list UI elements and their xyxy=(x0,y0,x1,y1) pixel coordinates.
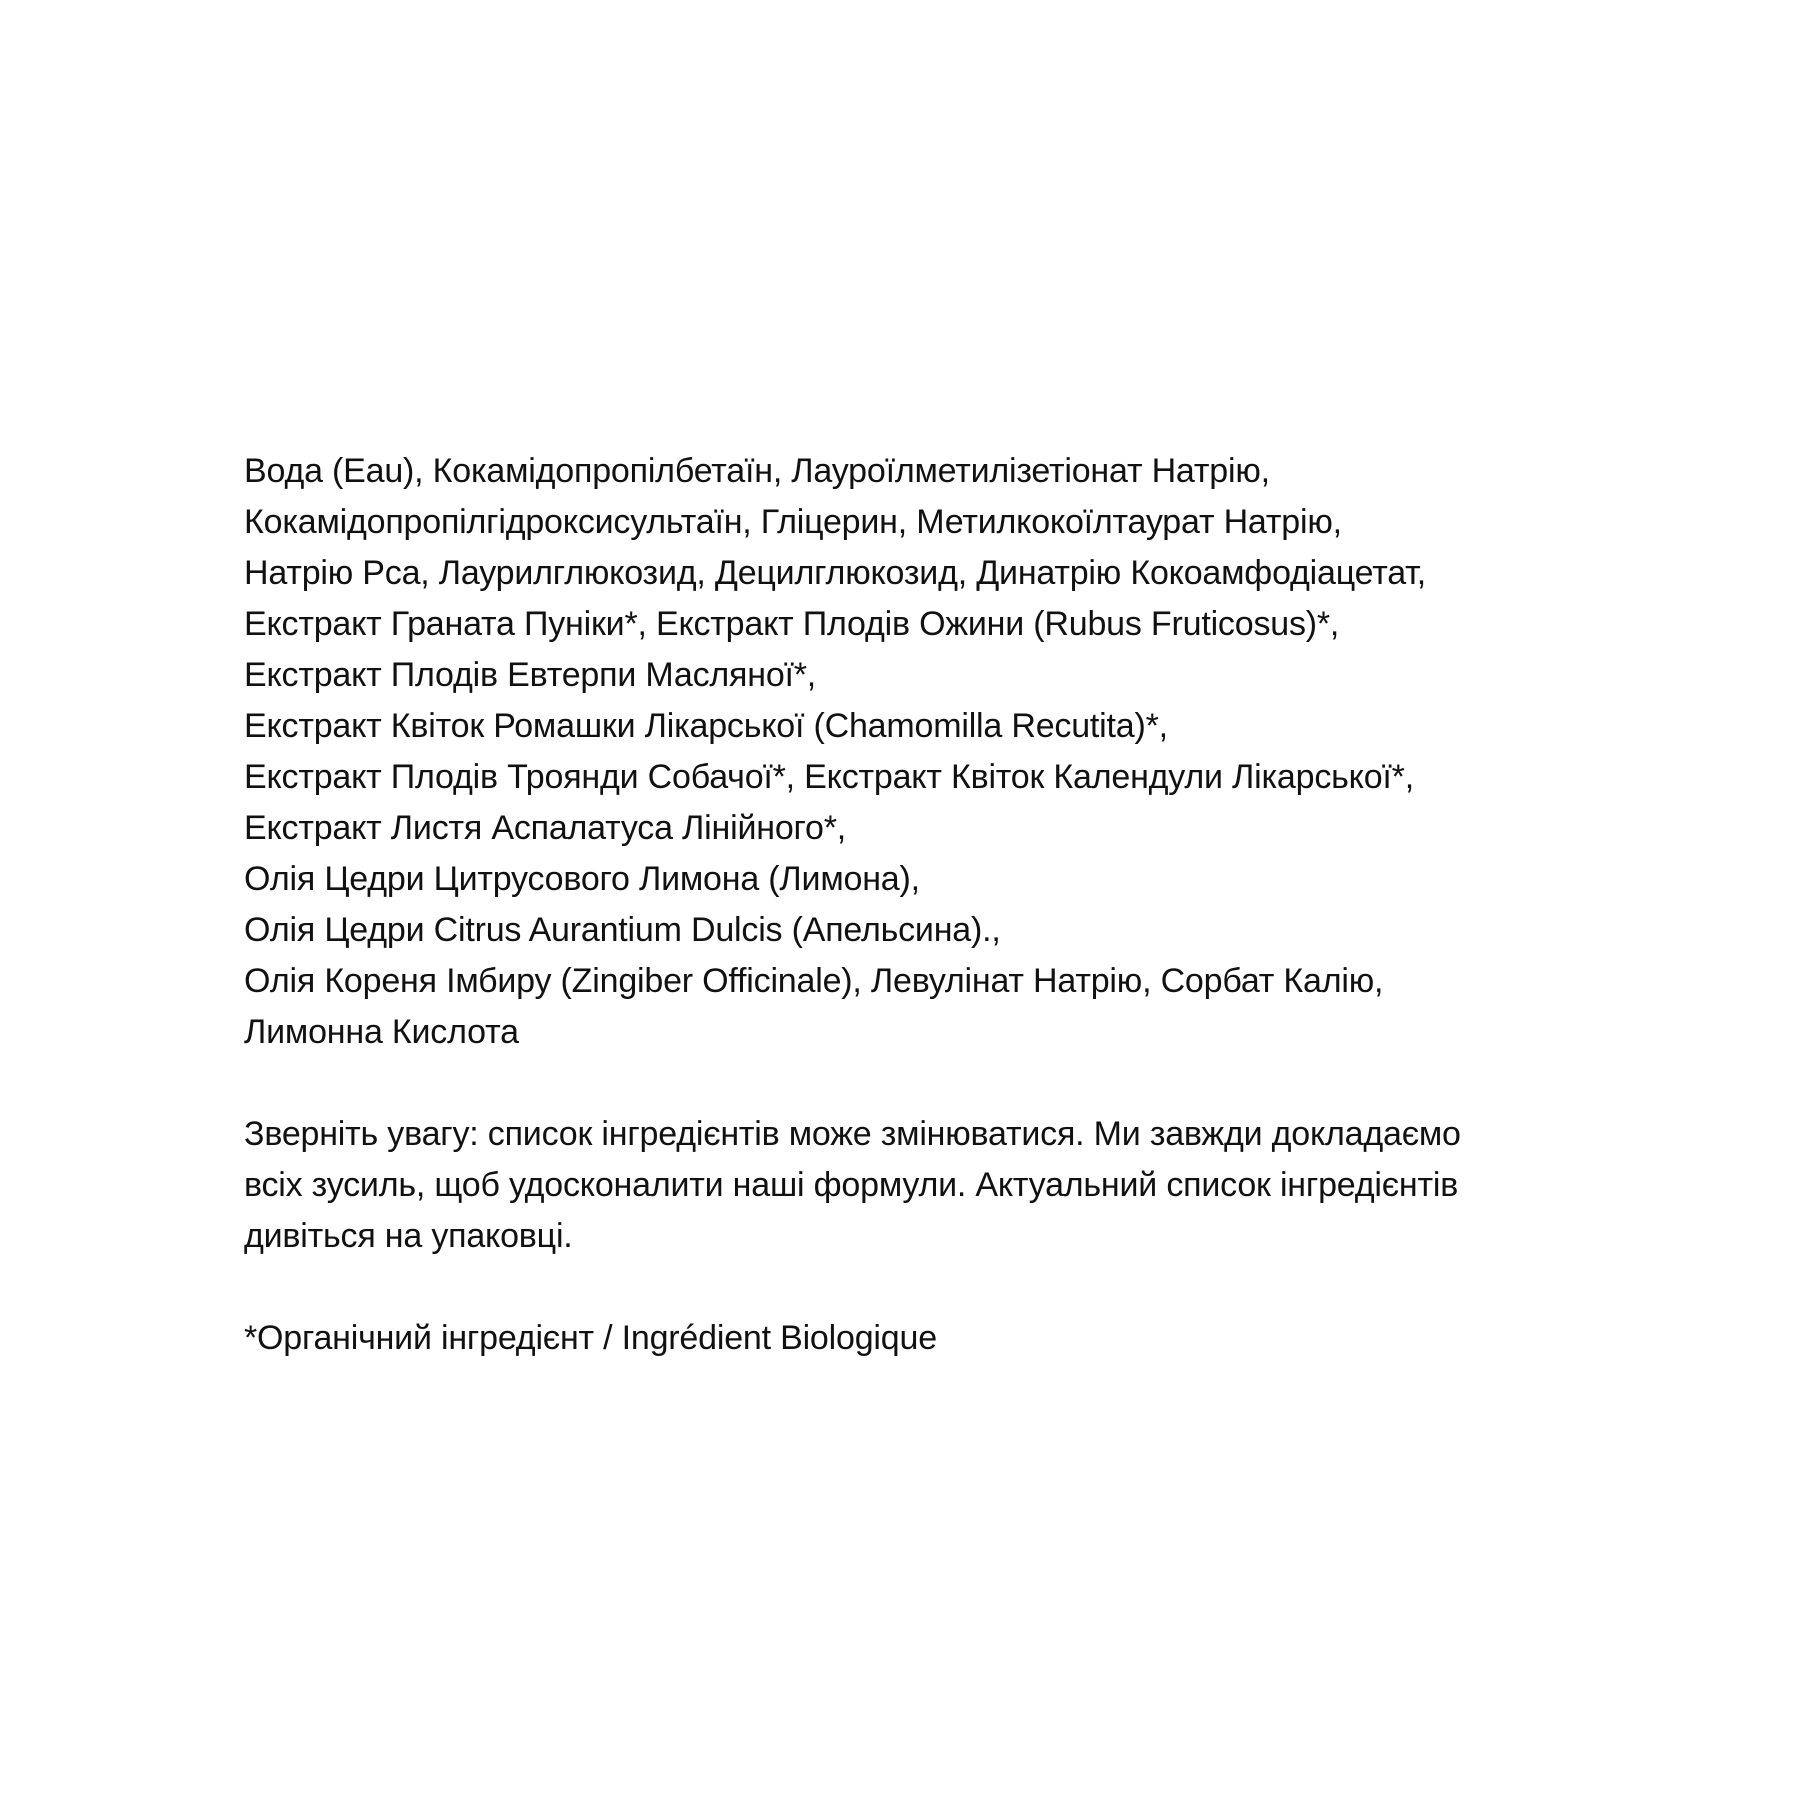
ingredients-line: Олія Кореня Імбиру (Zingiber Officinale), Левулінат Натрію, Сорбат Калію, xyxy=(244,962,1384,1000)
ingredients-line: Екстракт Граната Пуніки*, Екстракт Плодів Ожини (Rubus Fruticosus)*, xyxy=(244,605,1340,643)
organic-footnote xyxy=(244,1313,1664,1364)
ingredients-line: Лимонна Кислота xyxy=(244,1013,519,1051)
ingredients-line: Екстракт Квіток Ромашки Лікарської (Chamomilla Recutita)*, xyxy=(244,707,1168,745)
ingredients-line: Екстракт Листя Аспалатуса Лінійного*, xyxy=(244,809,846,847)
ingredients-line: Екстракт Плодів Троянди Собачої*, Екстракт Квіток Календули Лікарської*, xyxy=(244,758,1414,796)
ingredients-document xyxy=(244,446,1664,1364)
ingredients-notice xyxy=(244,1109,1664,1262)
notice-line: Зверніть увагу: список інгредієнтів може змінюватися. Ми завжди докладаємо xyxy=(244,1115,1461,1153)
notice-line: всіх зусиль, щоб удосконалити наші формули. Актуальний список інгредієнтів xyxy=(244,1166,1459,1204)
ingredients-line: Олія Цедри Цитрусового Лимона (Лимона), xyxy=(244,860,920,898)
ingredients-list xyxy=(244,446,1664,1058)
ingredients-line: Вода (Eau), Кокамідопропілбетаїн, Лауроїлметилізетіонат Натрію, xyxy=(244,452,1270,490)
notice-line: дивіться на упаковці. xyxy=(244,1217,573,1255)
ingredients-line: Натрію Pca, Лаурилглюкозид, Децилглюкозид, Динатрію Кокоамфодіацетат, xyxy=(244,554,1427,592)
ingredients-line: Кокамідопропілгідроксисультаїн, Гліцерин, Метилкокоїлтаурат Натрію, xyxy=(244,503,1342,541)
ingredients-line: Екстракт Плодів Евтерпи Масляної*, xyxy=(244,656,817,694)
footnote-text: *Органічний інгредієнт / Ingrédient Biologique xyxy=(244,1319,937,1357)
ingredients-line: Олія Цедри Citrus Aurantium Dulcis (Апельсина)., xyxy=(244,911,1001,949)
